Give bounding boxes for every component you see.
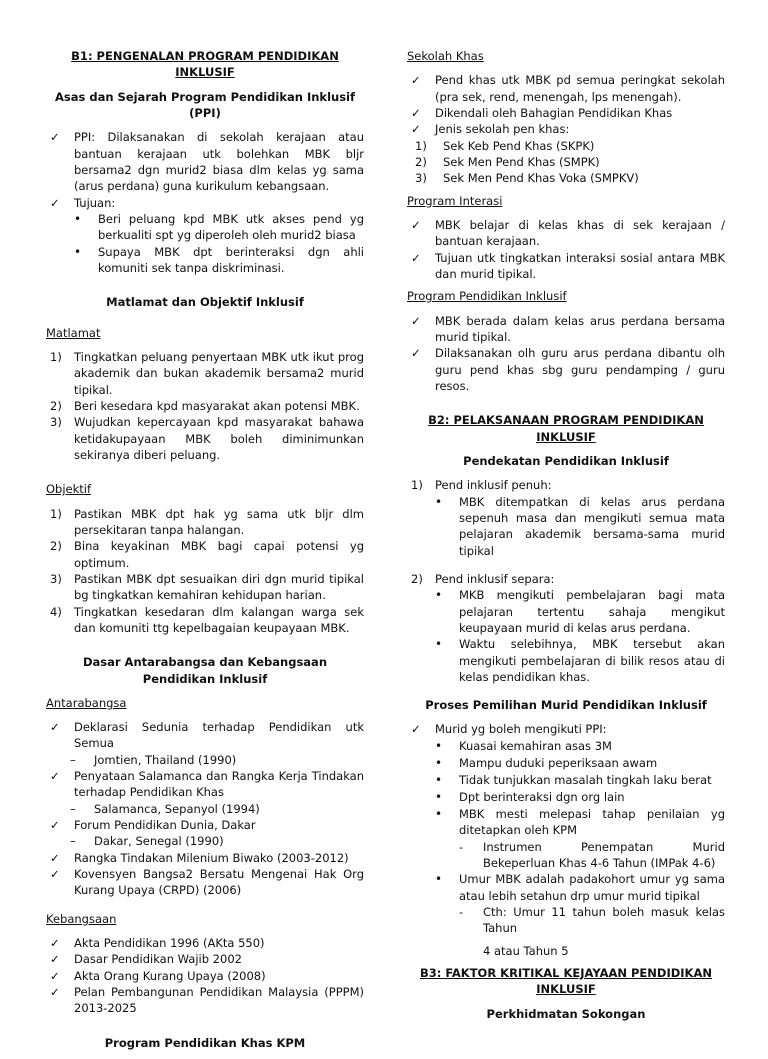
list-item: 3) Pastikan MBK dpt sesuaikan diri dgn murid tipikal bg tingkatkan kemahiran kehidupan harian.: [50, 571, 364, 603]
dash-icon: –: [70, 801, 76, 816]
list-item: ✓ Dilaksanakan olh guru arus perdana dibantu olh guru pend khas sbg guru pendamping / guru resos.: [407, 345, 725, 394]
list-item: 2) Bina keyakinan MBK bagi capai potensi yg optimum.: [50, 539, 364, 570]
list-item: ✓ PPI: Dilaksanakan di sekolah kerajaan atau bantuan kerajaan utk bolehkan MBK bljr bersama2 dgn murid2 biasa dlm kelas yg sama (arus perdana) guna kurikulum kebangsaan.: [46, 129, 364, 194]
list-item: ✓ Penyataan Salamanca dan Rangka Kerja Tindakan terhadap Pendidikan Khas: [46, 768, 364, 801]
dash-icon: –: [70, 834, 76, 849]
kebangsaan-heading: Kebangsaan: [46, 911, 117, 926]
list-item: • MKB mengikuti pembelajaran bagi mata pelajaran tertentu sahaja mengikut keupayaan murid di kelas arus perdana.: [407, 587, 725, 636]
list-item-continuation: 4 atau Tahun 5: [483, 943, 569, 958]
list-item: - Instrumen Penempatan Murid Bekeperluan Khas 4-6 Tahun (IMPak 4-6): [407, 839, 725, 872]
bullet-icon: •: [435, 588, 443, 603]
bullet-icon: •: [435, 872, 443, 887]
interasi-list: [407, 217, 725, 282]
check-icon: ✓: [411, 105, 421, 120]
matlamat-heading: Matlamat: [46, 325, 101, 340]
check-icon: ✓: [411, 217, 421, 232]
bullet-icon: •: [435, 772, 443, 787]
matlamat-list: [46, 349, 364, 463]
check-icon: ✓: [50, 195, 60, 210]
check-icon: ✓: [411, 346, 421, 361]
list-item: • Supaya MBK dpt berinteraksi dgn ahli komuniti sek tanpa diskriminasi.: [46, 244, 364, 277]
list-item: 1) Sek Keb Pend Khas (SKPK): [415, 138, 595, 153]
antarabangsa-heading: Antarabangsa: [46, 695, 127, 710]
check-icon: ✓: [50, 130, 60, 145]
program-khas-title: Program Pendidikan Khas KPM: [104, 1035, 306, 1050]
list-item: ✓ Dikendali oleh Bahagian Pendidikan Khas: [407, 105, 725, 121]
list-item: 3) Wujudkan kepercayaan kpd masyarakat bahawa ketidakupayaan MBK boleh diminimunkan sekiranya diberi peluang.: [50, 415, 364, 462]
sekolah-khas-list: [407, 72, 725, 186]
check-icon: ✓: [411, 122, 421, 137]
check-icon: ✓: [50, 818, 60, 833]
list-item: • Kuasai kemahiran asas 3M: [407, 738, 725, 755]
perkhidmatan-title: Perkhidmatan Sokongan: [486, 1006, 646, 1021]
sekolah-khas-heading: Sekolah Khas: [407, 49, 484, 63]
section-b1-title: B1: PENGENALAN PROGRAM PENDIDIKAN INKLUSIF: [71, 49, 339, 80]
check-icon: ✓: [411, 73, 421, 88]
list-item: – Salamanca, Sepanyol (1994): [46, 801, 364, 817]
list-item: 1) Tingkatkan peluang penyertaan MBK utk ikut prog akademik dan bukan akademik bersama2 murid tipikal.: [50, 349, 364, 397]
list-item: ✓ Akta Pendidikan 1996 (AKta 550): [46, 935, 364, 951]
bullet-icon: •: [74, 244, 82, 259]
ppi-right-list: [407, 313, 725, 395]
list-item: 1) Pend inklusif penuh:: [411, 478, 552, 493]
pendekatan-title: Pendekatan Pendidikan Inklusif: [463, 453, 669, 468]
list-item: • Umur MBK adalah padakohort umur yg sama atau lebih setahun drp umur murid tipikal: [407, 871, 725, 904]
check-icon: ✓: [50, 968, 60, 983]
list-item: ✓ Pend khas utk MBK pd semua peringkat sekolah (pra sek, rend, menengah, lps menengah).: [407, 72, 725, 105]
list-item: • Dpt berinteraksi dgn org lain: [407, 789, 725, 806]
list-item: • MBK mesti melepasi tahap penilaian yg ditetapkan oleh KPM: [407, 806, 725, 839]
list-item: • Tidak tunjukkan masalah tingkah laku berat: [407, 772, 725, 789]
bullet-icon: •: [74, 211, 82, 226]
hyphen-icon: -: [459, 839, 464, 854]
list-item: ✓ MBK belajar di kelas khas di sek kerajaan / bantuan kerajaan.: [407, 217, 725, 250]
hyphen-icon: -: [459, 904, 464, 919]
bullet-icon: •: [435, 806, 443, 821]
list-item: – Dakar, Senegal (1990): [46, 833, 364, 849]
list-item: ✓ Deklarasi Sedunia terhadap Pendidikan utk Semua: [46, 719, 364, 752]
list-item: 1) Pastikan MBK dpt hak yg sama utk bljr dlm persekitaran tanpa halangan.: [50, 506, 364, 537]
list-item: ✓ Akta Orang Kurang Upaya (2008): [46, 968, 364, 984]
section-b2-title: B2: PELAKSANAAN PROGRAM PENDIDIKAN INKLUSIF: [428, 413, 704, 444]
bullet-icon: •: [435, 755, 443, 770]
check-icon: ✓: [411, 722, 421, 737]
list-item: ✓ Tujuan:: [46, 195, 364, 211]
dasar-title: Dasar Antarabangsa dan Kebangsaan Pendidikan Inklusif: [82, 655, 328, 686]
check-icon: ✓: [411, 313, 421, 328]
antarabangsa-list: [46, 719, 364, 899]
check-icon: ✓: [411, 250, 421, 265]
proses-list: [407, 721, 725, 958]
left-column: [46, 48, 364, 1059]
bullet-icon: •: [435, 738, 443, 753]
list-item: • MBK ditempatkan di kelas arus perdana sepenuh masa dan mengikuti semua mata pelajaran akademik bersama-sama murid tipikal: [407, 494, 725, 559]
list-item: • Mampu duduki peperiksaan awam: [407, 755, 725, 772]
list-item: • Waktu selebihnya, MBK tersebut akan mengikuti pembelajaran di bilik resos atau di kelas pendidikan khas.: [407, 636, 725, 685]
list-item: ✓ Murid yg boleh mengikuti PPI:: [407, 721, 725, 737]
ppi-list: [46, 129, 364, 276]
list-item: ✓ MBK berada dalam kelas arus perdana bersama murid tipikal.: [407, 313, 725, 346]
interasi-heading: Program Interasi: [407, 193, 503, 208]
list-item: ✓ Kovensyen Bangsa2 Bersatu Mengenai Hak Org Kurang Upaya (CRPD) (2006): [46, 866, 364, 899]
list-item: – Jomtien, Thailand (1990): [46, 752, 364, 768]
check-icon: ✓: [50, 720, 60, 735]
check-icon: ✓: [50, 952, 60, 967]
pendekatan-list: [407, 477, 725, 685]
ppi-history-title: Asas dan Sejarah Program Pendidikan Inklusif (PPI): [55, 89, 355, 120]
list-item: ✓ Dasar Pendidikan Wajib 2002: [46, 951, 364, 967]
ppi-heading: Program Pendidikan Inklusif: [407, 289, 567, 304]
list-item: ✓ Jenis sekolah pen khas:: [407, 121, 725, 137]
right-column: [407, 48, 725, 1030]
proses-title: Proses Pemilihan Murid Pendidikan Inklusif: [425, 698, 707, 713]
bullet-icon: •: [435, 789, 443, 804]
list-item: ✓ Tujuan utk tingkatkan interaksi sosial antara MBK dan murid tipikal.: [407, 250, 725, 283]
section-b3-title: B3: FAKTOR KRITIKAL KEJAYAAN PENDIDIKAN INKLUSIF: [419, 965, 712, 997]
list-item: 2) Beri kesedara kpd masyarakat akan potensi MBK.: [50, 398, 360, 413]
list-item: 2) Sek Men Pend Khas (SMPK): [415, 154, 600, 169]
bullet-icon: •: [435, 494, 443, 509]
list-item: ✓ Pelan Pembangunan Pendidikan Malaysia (PPPM) 2013-2025: [46, 984, 364, 1017]
check-icon: ✓: [50, 850, 60, 865]
kebangsaan-list: [46, 935, 364, 1017]
check-icon: ✓: [50, 867, 60, 882]
dash-icon: –: [70, 752, 76, 767]
list-item: - Cth: Umur 11 tahun boleh masuk kelas Tahun: [407, 904, 725, 937]
list-item: 3) Sek Men Pend Khas Voka (SMPKV): [415, 171, 639, 186]
list-item: 4) Tingkatkan kesedaran dlm kalangan warga sek dan komuniti ttg kepelbagaian keupayaan MBK.: [50, 604, 364, 635]
check-icon: ✓: [50, 769, 60, 784]
objektif-heading: Objektif: [46, 482, 92, 497]
check-icon: ✓: [50, 936, 60, 951]
list-item: • Beri peluang kpd MBK utk akses pend yg berkualiti spt yg diperoleh oleh murid2 biasa: [46, 211, 364, 244]
list-item: ✓ Forum Pendidikan Dunia, Dakar: [46, 817, 364, 833]
objektif-list: [46, 506, 364, 637]
check-icon: ✓: [50, 985, 60, 1000]
list-item: 2) Pend inklusif separa:: [411, 571, 555, 586]
bullet-icon: •: [435, 637, 443, 652]
matlamat-objektif-title: Matlamat dan Objektif Inklusif: [106, 295, 304, 310]
list-item: ✓ Rangka Tindakan Milenium Biwako (2003-2012): [46, 850, 364, 866]
